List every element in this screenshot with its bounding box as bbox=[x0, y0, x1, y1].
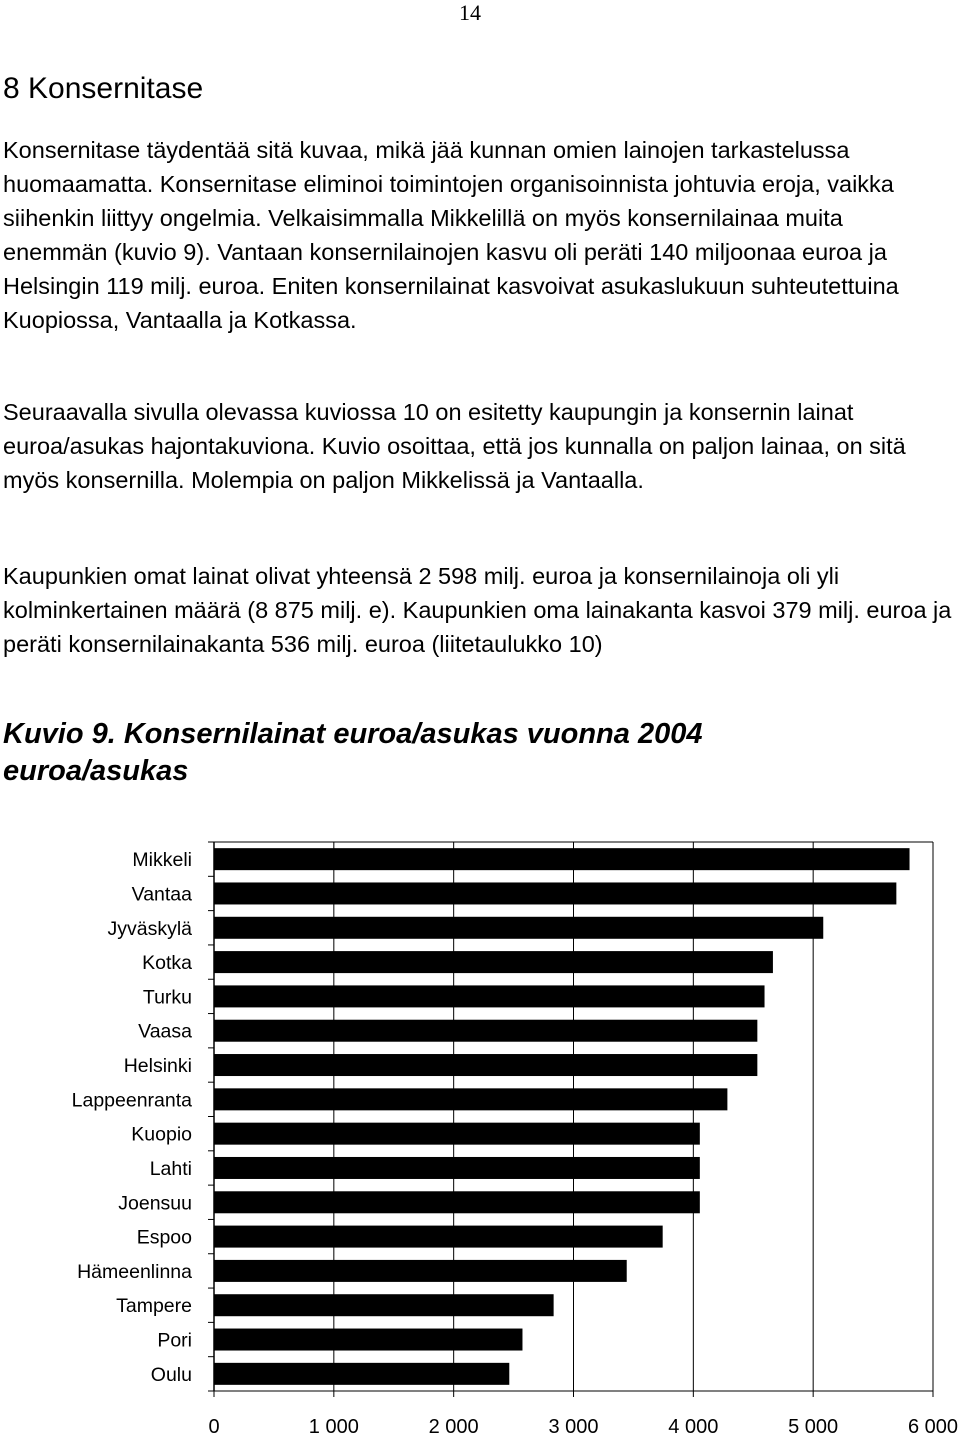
paragraph-1: Konsernitase täydentää sitä kuvaa, mikä jää kunnan omien lainojen tarkastelussa huomaamatta. Konsernitase eliminoi toimintojen organisoinnista johtuvia eroja, vaikka siihenkin liittyy ongelmia. Velkaisimmalla Mikkelillä on myös konsernilainaa muita enemmän (kuvio 9). Vantaan konsernilainojen kasvu oli peräti 140 miljoonaa euroa ja Helsingin 119 milj. euroa. Eniten konsernilainat kasvoivat asukaslukuun suhteutettuina Kuopiossa, Vantaalla ja Kotkassa. bbox=[3, 137, 899, 333]
category-label: Mikkeli bbox=[132, 849, 192, 872]
bar bbox=[214, 1157, 699, 1178]
x-tick-label: 0 bbox=[208, 1416, 220, 1436]
category-label: Espoo bbox=[136, 1226, 192, 1249]
bar bbox=[214, 917, 823, 938]
category-label: Hämeenlinna bbox=[77, 1260, 192, 1283]
x-tick-label: 1 000 bbox=[308, 1416, 359, 1436]
category-label: Jyväskylä bbox=[107, 917, 192, 940]
bar-chart bbox=[0, 830, 960, 1436]
category-label: Kuopio bbox=[131, 1123, 192, 1146]
x-tick-label: 4 000 bbox=[668, 1416, 719, 1436]
x-tick-label: 6 000 bbox=[907, 1416, 959, 1436]
category-label: Pori bbox=[157, 1329, 192, 1352]
bar bbox=[214, 1329, 522, 1350]
page-number: 14 bbox=[459, 0, 481, 25]
bar bbox=[214, 1295, 553, 1316]
category-label: Tampere bbox=[116, 1295, 192, 1318]
section-heading: 8 Konsernitase bbox=[3, 72, 204, 105]
category-label: Vaasa bbox=[138, 1020, 192, 1043]
bar bbox=[214, 1363, 509, 1384]
category-label: Joensuu bbox=[118, 1192, 192, 1215]
figure-unit-label: euroa/asukas bbox=[3, 755, 189, 787]
x-tick-label: 5 000 bbox=[788, 1416, 839, 1436]
figure-title: Kuvio 9. Konsernilainat euroa/asukas vuonna 2004 bbox=[3, 718, 703, 750]
paragraph-2: Seuraavalla sivulla olevassa kuviossa 10 on esitetty kaupungin ja konsernin lainat euroa/asukas hajontakuviona. Kuvio osoittaa, että jos kunnalla on paljon lainaa, on sitä myös konsernilla. Molempia on paljon Mikkelissä ja Vantaalla. bbox=[3, 399, 906, 493]
paragraph-3: Kaupunkien omat lainat olivat yhteensä 2 598 milj. euroa ja konsernilainoja oli yli kolminkertainen määrä (8 875 milj. e). Kaupunkien oma lainakanta kasvoi 379 milj. euroa ja peräti konsernilainakanta 536 milj. euroa (liitetaulukko 10) bbox=[3, 563, 952, 657]
bar bbox=[214, 986, 764, 1007]
bar bbox=[214, 849, 909, 870]
category-label: Helsinki bbox=[123, 1055, 192, 1078]
bar bbox=[214, 1089, 727, 1110]
category-label: Oulu bbox=[150, 1363, 192, 1386]
bar bbox=[214, 1055, 757, 1076]
category-label: Turku bbox=[142, 986, 192, 1009]
category-label: Lahti bbox=[149, 1157, 192, 1180]
x-tick-label: 2 000 bbox=[428, 1416, 479, 1436]
figure-caption bbox=[3, 716, 953, 790]
bar bbox=[214, 1192, 699, 1213]
bar bbox=[214, 1020, 757, 1041]
category-label: Kotka bbox=[142, 952, 192, 975]
bar bbox=[214, 1226, 662, 1247]
bar bbox=[214, 883, 896, 904]
category-label: Vantaa bbox=[131, 883, 192, 906]
bar bbox=[214, 952, 772, 973]
category-label: Lappeenranta bbox=[71, 1089, 192, 1112]
bar bbox=[214, 1123, 699, 1144]
x-tick-label: 3 000 bbox=[548, 1416, 599, 1436]
bar bbox=[214, 1260, 626, 1281]
